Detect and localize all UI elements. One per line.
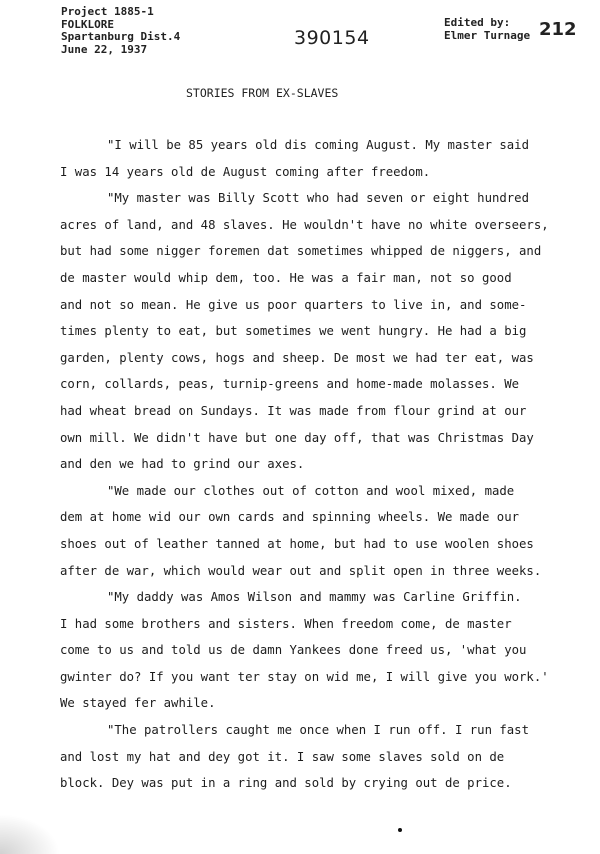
text-line: We stayed fer awhile. <box>60 696 216 711</box>
district-line: Spartanburg Dist.4 <box>61 30 181 43</box>
text-line: acres of land, and 48 slaves. He wouldn't have no white overseers, <box>60 217 549 232</box>
text-line: own mill. We didn't have but one day off, that was Christmas Day <box>60 430 534 445</box>
text-line: "We made our clothes out of cotton and wool mixed, made <box>107 483 515 498</box>
text-line: "The patrollers caught me once when I run off. I run fast <box>107 723 529 738</box>
category-line: FOLKLORE <box>61 17 114 31</box>
text-line: I had some brothers and sisters. When freedom come, de master <box>60 616 512 631</box>
text-line: gwinter do? If you want ter stay on wid me, I will give you work.' <box>60 669 549 684</box>
text-line: after de war, which would wear out and split open in three weeks. <box>60 563 542 578</box>
text-line: and den we had to grind our axes. <box>60 457 305 472</box>
text-line: had wheat bread on Sundays. It was made from flour grind at our <box>60 403 527 418</box>
project-line: Project 1885-1 <box>61 5 154 18</box>
text-line: times plenty to eat, but sometimes we went hungry. He had a big <box>60 324 527 339</box>
text-line: come to us and told us de damn Yankees done freed us, 'what you <box>60 643 527 658</box>
editor-label: Edited by: <box>444 16 511 29</box>
text-line: garden, plenty cows, hogs and sheep. De most we had ter eat, was <box>60 350 534 365</box>
editor-name: Elmer Turnage <box>444 28 531 42</box>
page-number: 212 <box>539 19 577 40</box>
reference-number: 390154 <box>294 27 370 49</box>
date-line: June 22, 1937 <box>61 42 148 56</box>
text-line: dem at home wid our own cards and spinning wheels. We made our <box>60 510 520 525</box>
text-line: de master would whip dem, too. He was a fair man, not so good <box>60 270 512 285</box>
text-line: and lost my hat and dey got it. I saw some slaves sold on de <box>60 749 505 764</box>
text-line: shoes out of leather tanned at home, but had to use woolen shoes <box>60 536 534 551</box>
text-line: "My daddy was Amos Wilson and mammy was Carline Griffin. <box>107 590 522 605</box>
page-smudge <box>0 814 60 854</box>
text-line: and not so mean. He give us poor quarters to live in, and some- <box>60 297 527 312</box>
text-line: I was 14 years old de August coming after freedom. <box>60 164 431 179</box>
project-info-block <box>61 6 180 56</box>
document-title: STORIES FROM EX-SLAVES <box>186 86 339 100</box>
editor-block <box>444 17 530 42</box>
text-line: block. Dey was put in a ring and sold by crying out de price. <box>60 776 512 791</box>
ink-speck <box>398 828 402 832</box>
text-line: "My master was Billy Scott who had seven or eight hundred <box>107 191 529 206</box>
narrative-body <box>60 132 580 797</box>
text-line: corn, collards, peas, turnip-greens and home-made molasses. We <box>60 377 520 392</box>
text-line: but had some nigger foremen dat sometimes whipped de niggers, and <box>60 244 542 259</box>
text-line: "I will be 85 years old dis coming August. My master said <box>107 138 529 152</box>
